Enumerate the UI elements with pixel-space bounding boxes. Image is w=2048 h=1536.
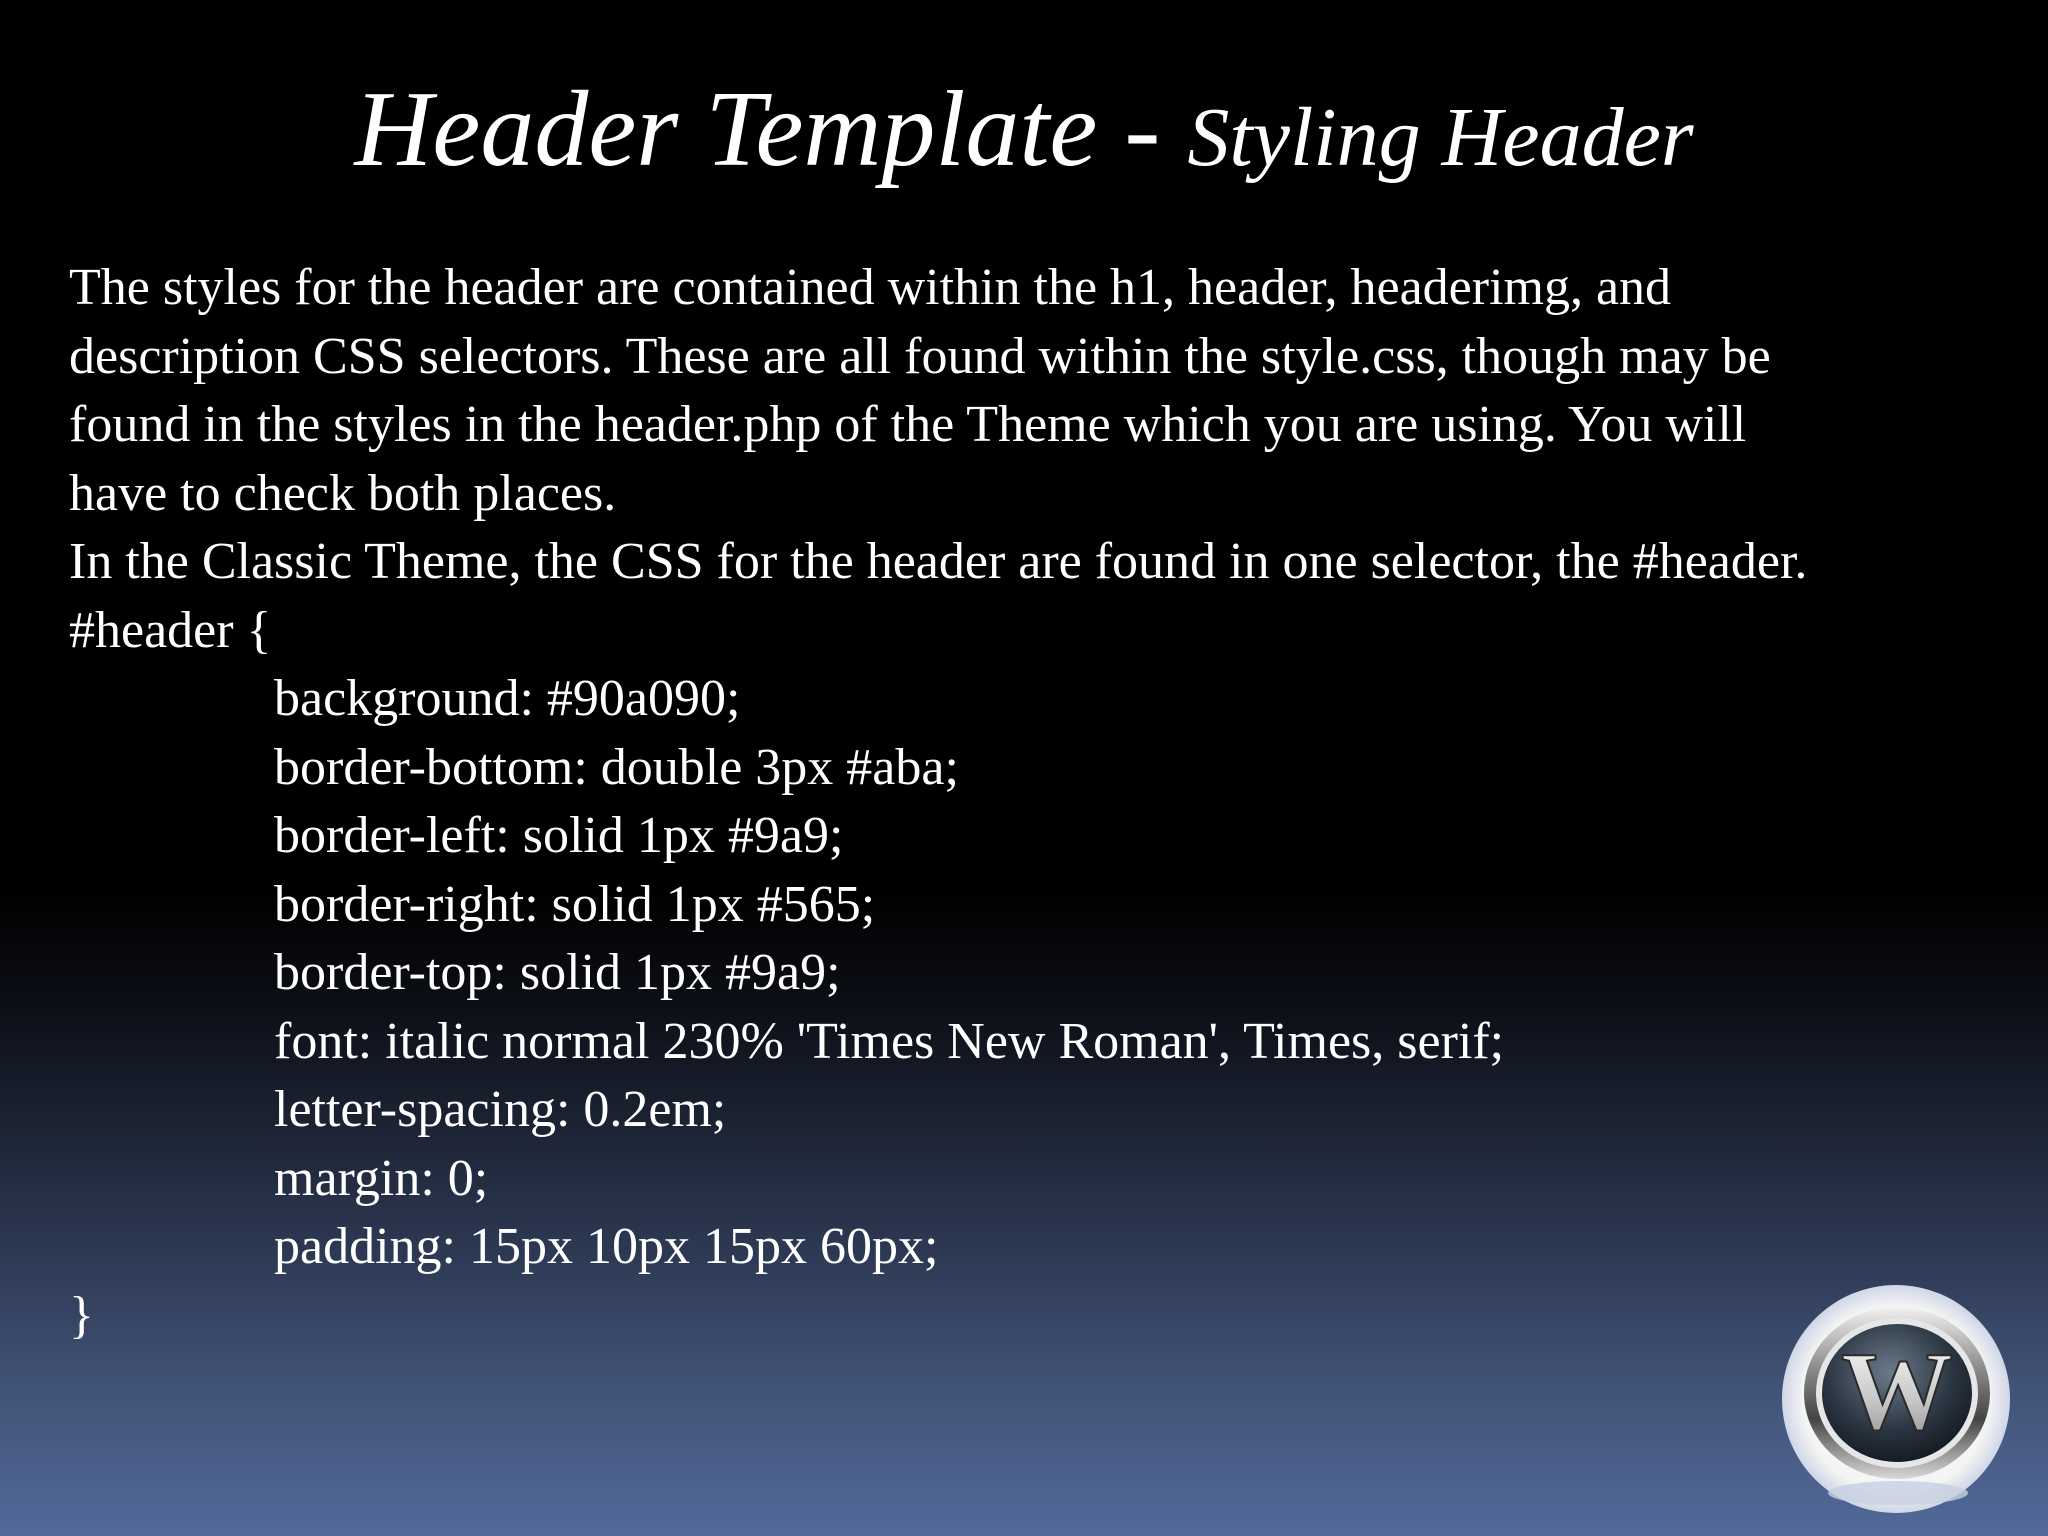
wordpress-letter: W — [1841, 1330, 1953, 1454]
title-sub: Styling Header — [1187, 91, 1694, 184]
paragraph-line: The styles for the header are contained within the h1, header, headerimg, and — [69, 259, 1672, 316]
paragraph-line: found in the styles in the header.php of the Theme which you are using. You will — [69, 396, 1747, 453]
code-line: border-bottom: double 3px #aba; — [274, 738, 959, 796]
slide-body — [69, 254, 2029, 1350]
code-line: border-left: solid 1px #9a9; — [274, 807, 844, 864]
paragraph-line: have to check both places. — [69, 464, 617, 522]
title-main: Header Template - — [354, 70, 1188, 189]
code-line: border-top: solid 1px #9a9; — [274, 944, 841, 1001]
code-line: font: italic normal 230% 'Times New Roman', Times, serif; — [274, 1012, 1505, 1070]
wordpress-logo-icon — [1778, 1281, 2014, 1517]
code-open-line: #header { — [69, 601, 272, 659]
slide-title — [0, 70, 2048, 189]
code-line: margin: 0; — [274, 1149, 489, 1207]
paragraph-line: In the Classic Theme, the CSS for the header are found in one selector, the #header. — [69, 533, 1808, 590]
paragraph-line: description CSS selectors. These are all found within the style.css, though may be — [69, 327, 1771, 385]
code-line: letter-spacing: 0.2em; — [274, 1081, 727, 1138]
code-line: border-right: solid 1px #565; — [274, 875, 876, 933]
code-line: padding: 15px 10px 15px 60px; — [274, 1218, 939, 1275]
code-close-line: } — [69, 1286, 94, 1344]
code-line: background: #90a090; — [274, 670, 741, 727]
